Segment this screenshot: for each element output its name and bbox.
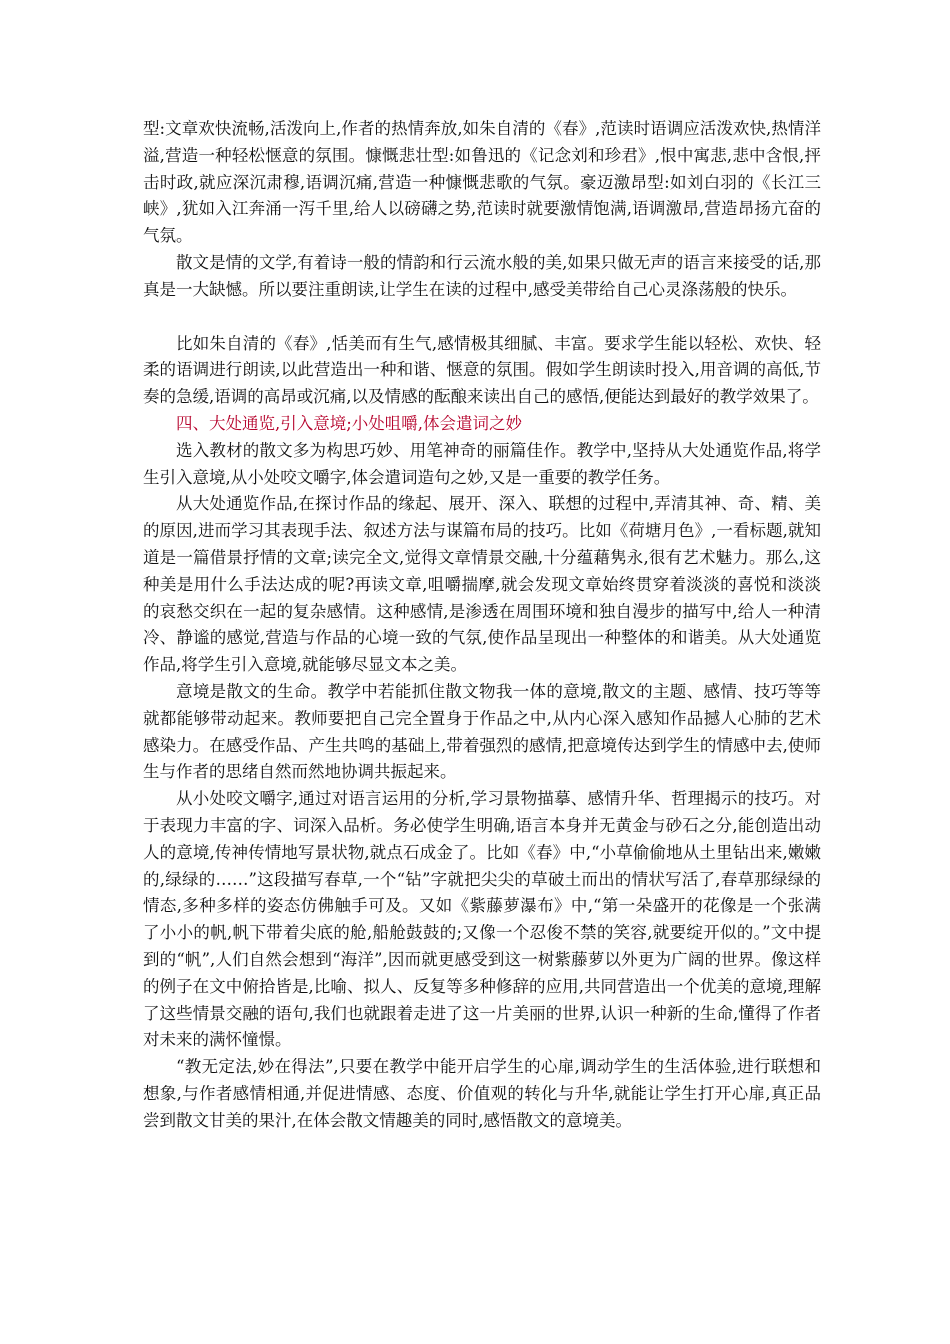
paragraph-prose-emotion: 散文是情的文学,有着诗一般的情韵和行云流水般的美,如果只做无声的语言来接受的话,那真是一大缺憾。所以要注重朗读,让学生在读的过程中,感受美带给自己心灵涤荡般的快乐。 (143, 252, 821, 299)
paragraph-spring-example: 比如朱自清的《春》,恬美而有生气,感情极其细腻、丰富。要求学生能以轻松、欢快、轻柔的语调进行朗读,以此营造出一种和谐、惬意的氛围。假如学生朗读时投入,用音调的高低,节奏的急缓,语调的高昂或沉痛,以及情感的酝酿来读出自己的感悟,便能达到最好的教学效果了。 (143, 333, 821, 407)
paragraph-selected-prose: 选入教材的散文多为构思巧妙、用笔神奇的丽篇佳作。教学中,坚持从大处通览作品,将学生引入意境,从小处咬文嚼字,体会遣词造句之妙,又是一重要的教学任务。 (143, 440, 821, 487)
paragraph-word-analysis: 从小处咬文嚼字,通过对语言运用的分析,学习景物描摹、感情升华、哲理揭示的技巧。对于表现力丰富的字、词深入品析。务必使学生明确,语言本身并无黄金与砂石之分,能创造出动人的意境,传神传情地写景状物,就点石成金了。比如《春》中,“小草偷偷地从土里钻出来,嫩嫩的,绿绿的……”这段描写春草,一个“钻”字就把尖尖的草破土而出的情状写活了,春草那绿绿的情态,多种多样的姿态仿佛触手可及。又如《紫藤萝瀑布》中,“第一朵盛开的花像是一个张满了小小的帆,帆下带着尖底的舱,船舱鼓鼓的;又像一个忍俊不禁的笑容,就要绽开似的。”文中提到的“帆”,人们自然会想到“海洋”,因而就更感受到这一树紫藤萝以外更为广阔的世界。像这样的例子在文中俯拾皆是,比喻、拟人、反复等多种修辞的应用,共同营造出一个优美的意境,理解了这些情景交融的语句,我们也就跟着走进了这一片美丽的世界,认识一种新的生命,懂得了作者对未来的满怀憧憬。 (143, 789, 821, 1050)
document-page (143, 116, 821, 1134)
paragraph-overview-works: 从大处通览作品,在探讨作品的缘起、展开、深入、联想的过程中,弄清其神、奇、精、美的原因,进而学习其表现手法、叙述方法与谋篇布局的技巧。比如《荷塘月色》,一看标题,就知道是一篇借景抒情的文章;读完全文,觉得文章情景交融,十分蕴藉隽永,很有艺术魅力。那么,这种美是用什么手法达成的呢?再读文章,咀嚼揣摩,就会发现文章始终贯穿着淡淡的喜悦和淡淡的哀愁交织在一起的复杂感情。这种感情,是渗透在周围环境和独自漫步的描写中,给人一种清冷、静谧的感觉,营造与作品的心境一致的气氛,使作品呈现出一种整体的和谐美。从大处通览作品,将学生引入意境,就能够尽显文本之美。 (143, 494, 821, 675)
paragraph-artistic-conception: 意境是散文的生命。教学中若能抓住散文物我一体的意境,散文的主题、感情、技巧等等就都能够带动起来。教师要把自己完全置身于作品之中,从内心深入感知作品撼人心肺的艺术感染力。在感受作品、产生共鸣的基础上,带着强烈的感情,把意境传达到学生的情感中去,使师生与作者的思绪自然而然地协调共振起来。 (143, 681, 821, 782)
section-heading: 四、大处通览,引入意境;小处咀嚼,体会遣词之妙 (176, 413, 523, 433)
paragraph-reading-types: 型:文章欢快流畅,活泼向上,作者的热情奔放,如朱自清的《春》,范读时语调应活泼欢快,热情洋溢,营造一种轻松惬意的氛围。慷慨悲壮型:如鲁迅的《记念刘和珍君》,恨中寓悲,悲中含恨,抨击时政,就应深沉肃穆,语调沉痛,营造一种慷慨悲歌的气氛。豪迈激昂型:如刘白羽的《长江三峡》,犹如入江奔涌一泻千里,给人以磅礴之势,范读时就要激情饱满,语调激昂,营造昂扬亢奋的气氛。 (143, 119, 821, 246)
paragraph-conclusion: “教无定法,妙在得法”,只要在教学中能开启学生的心扉,调动学生的生活体验,进行联想和想象,与作者感情相通,并促进情感、态度、价值观的转化与升华,就能让学生打开心扉,真正品尝到散文甘美的果汁,在体会散文情趣美的同时,感悟散文的意境美。 (143, 1057, 821, 1130)
